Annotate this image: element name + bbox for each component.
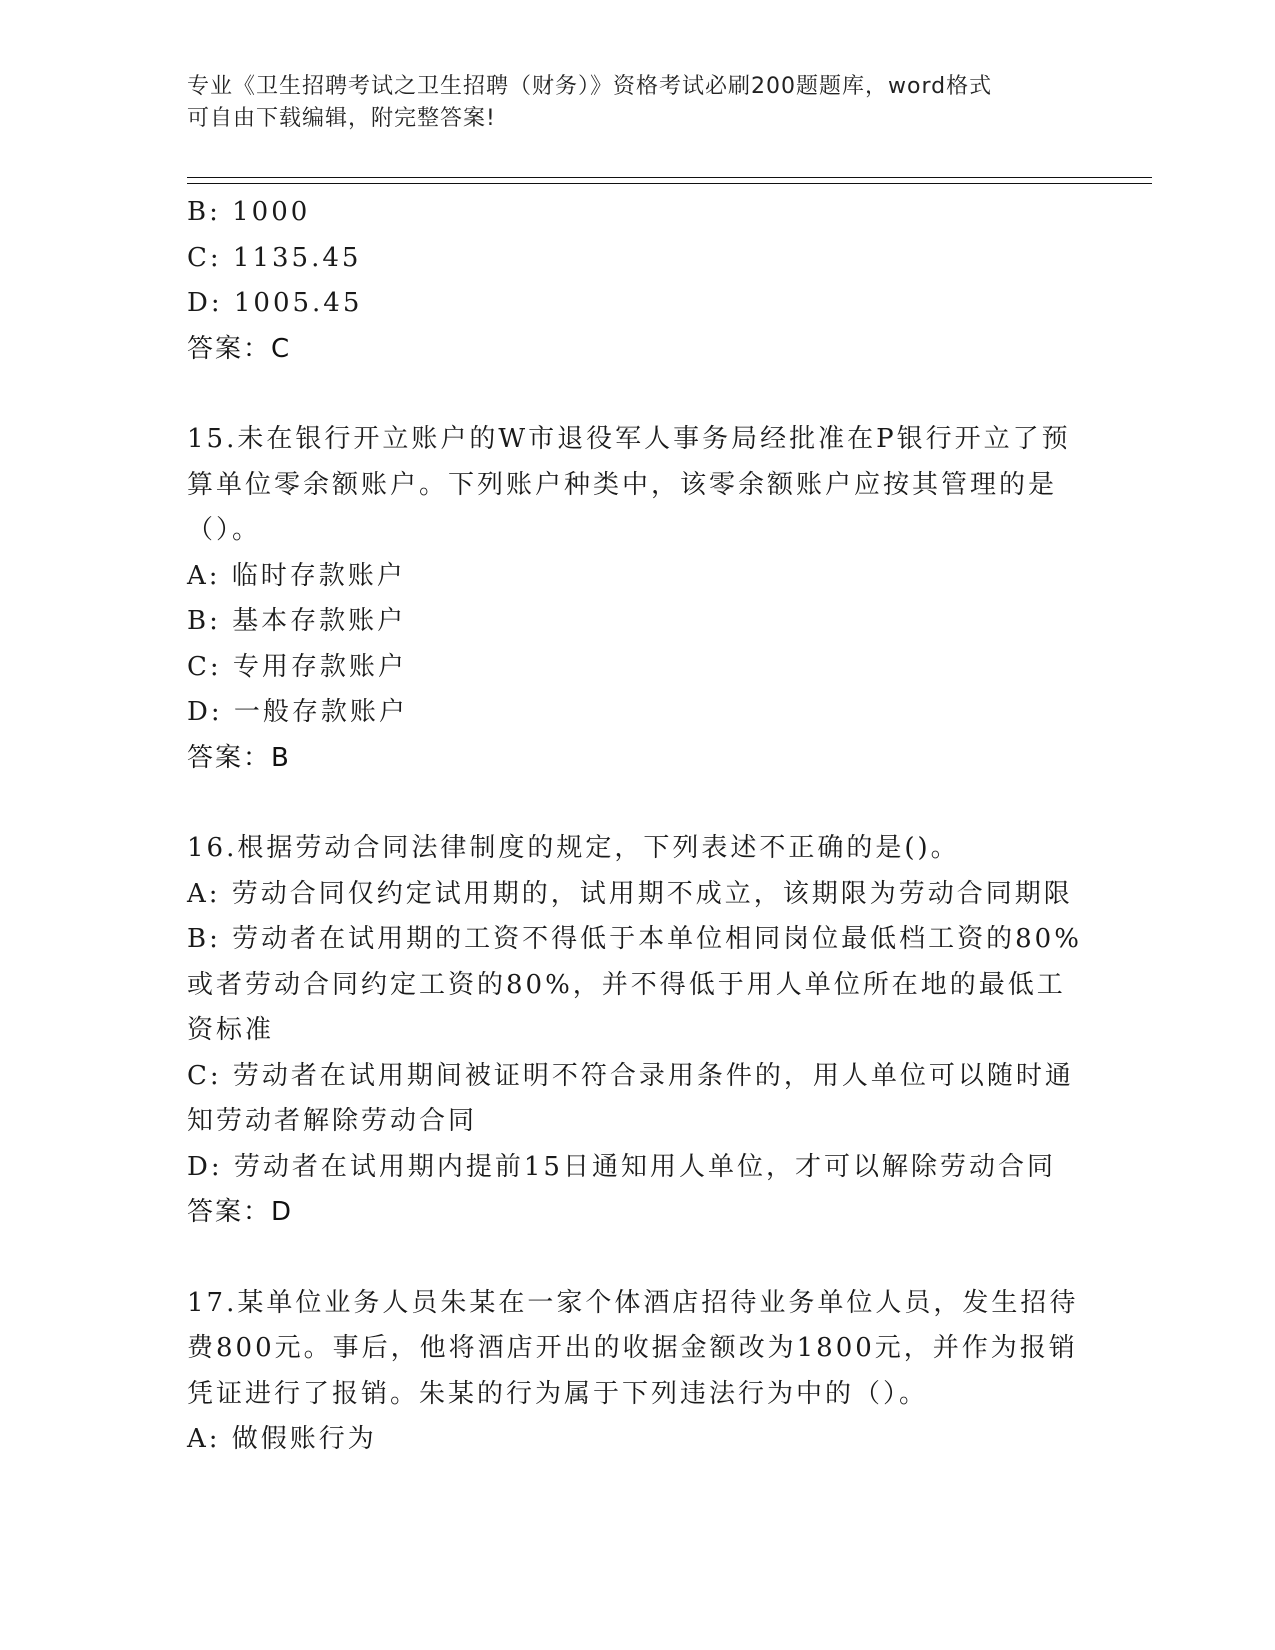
option-c-line-1: C: 劳动者在试用期间被证明不符合录用条件的，用人单位可以随时通 <box>187 1060 1074 1091</box>
question-16-stem: 16.根据劳动合同法律制度的规定，下列表述不正确的是()。 <box>187 833 960 863</box>
option-c: C: 1135.45 <box>187 242 362 273</box>
answer-line: 答案：B <box>187 742 291 773</box>
option-b-line-3: 资标准 <box>187 1015 275 1045</box>
option-d: D: 1005.45 <box>187 288 363 318</box>
question-15-stem-line-3: （）。 <box>187 515 262 545</box>
question-16 <box>187 826 1087 1236</box>
header-rule-top <box>187 177 1152 178</box>
question-15 <box>187 417 1087 781</box>
option-b: B: 1000 <box>187 197 311 227</box>
spacer <box>187 781 1087 826</box>
document-header <box>187 71 1067 135</box>
header-line-1: 专业《卫生招聘考试之卫生招聘（财务）》资格考试必刷200题题库，word格式 <box>187 74 993 99</box>
question-17-stem-line-2: 费800元。事后，他将酒店开出的收据金额改为1800元，并作为报销 <box>187 1333 1078 1363</box>
question-15-stem-line-1: 15.未在银行开立账户的W市退役军人事务局经批准在P银行开立了预 <box>187 424 1071 454</box>
option-b-line-1: B: 劳动者在试用期的工资不得低于本单位相同岗位最低档工资的80% <box>187 924 1082 954</box>
option-d: D: 一般存款账户 <box>187 697 408 727</box>
question-17-stem-line-3: 凭证进行了报销。朱某的行为属于下列违法行为中的（）。 <box>187 1378 929 1409</box>
option-c-line-2: 知劳动者解除劳动合同 <box>187 1106 478 1136</box>
option-b: B: 基本存款账户 <box>187 606 407 636</box>
answer-line: 答案：C <box>187 333 292 364</box>
option-c: C: 专用存款账户 <box>187 651 407 682</box>
spacer <box>187 372 1087 417</box>
header-line-2: 可自由下载编辑，附完整答案! <box>187 106 496 131</box>
question-15-stem-line-2: 算单位零余额账户。下列账户种类中，该零余额账户应按其管理的是 <box>187 469 1058 500</box>
question-14-tail <box>187 190 1087 372</box>
option-d: D: 劳动者在试用期内提前15日通知用人单位，才可以解除劳动合同 <box>187 1151 1056 1182</box>
question-17 <box>187 1281 1087 1463</box>
option-a: A: 做假账行为 <box>187 1424 377 1454</box>
option-a: A: 临时存款账户 <box>187 560 406 591</box>
option-b-line-2: 或者劳动合同约定工资的80%，并不得低于用人单位所在地的最低工 <box>187 969 1066 1000</box>
header-rule-bottom <box>187 183 1152 184</box>
question-17-stem-line-1: 17.某单位业务人员朱某在一家个体酒店招待业务单位人员，发生招待 <box>187 1287 1079 1318</box>
answer-line: 答案：D <box>187 1197 294 1227</box>
option-a: A: 劳动合同仅约定试用期的，试用期不成立，该期限为劳动合同期限 <box>187 878 1073 909</box>
question-content <box>187 190 1087 1463</box>
spacer <box>187 1236 1087 1281</box>
